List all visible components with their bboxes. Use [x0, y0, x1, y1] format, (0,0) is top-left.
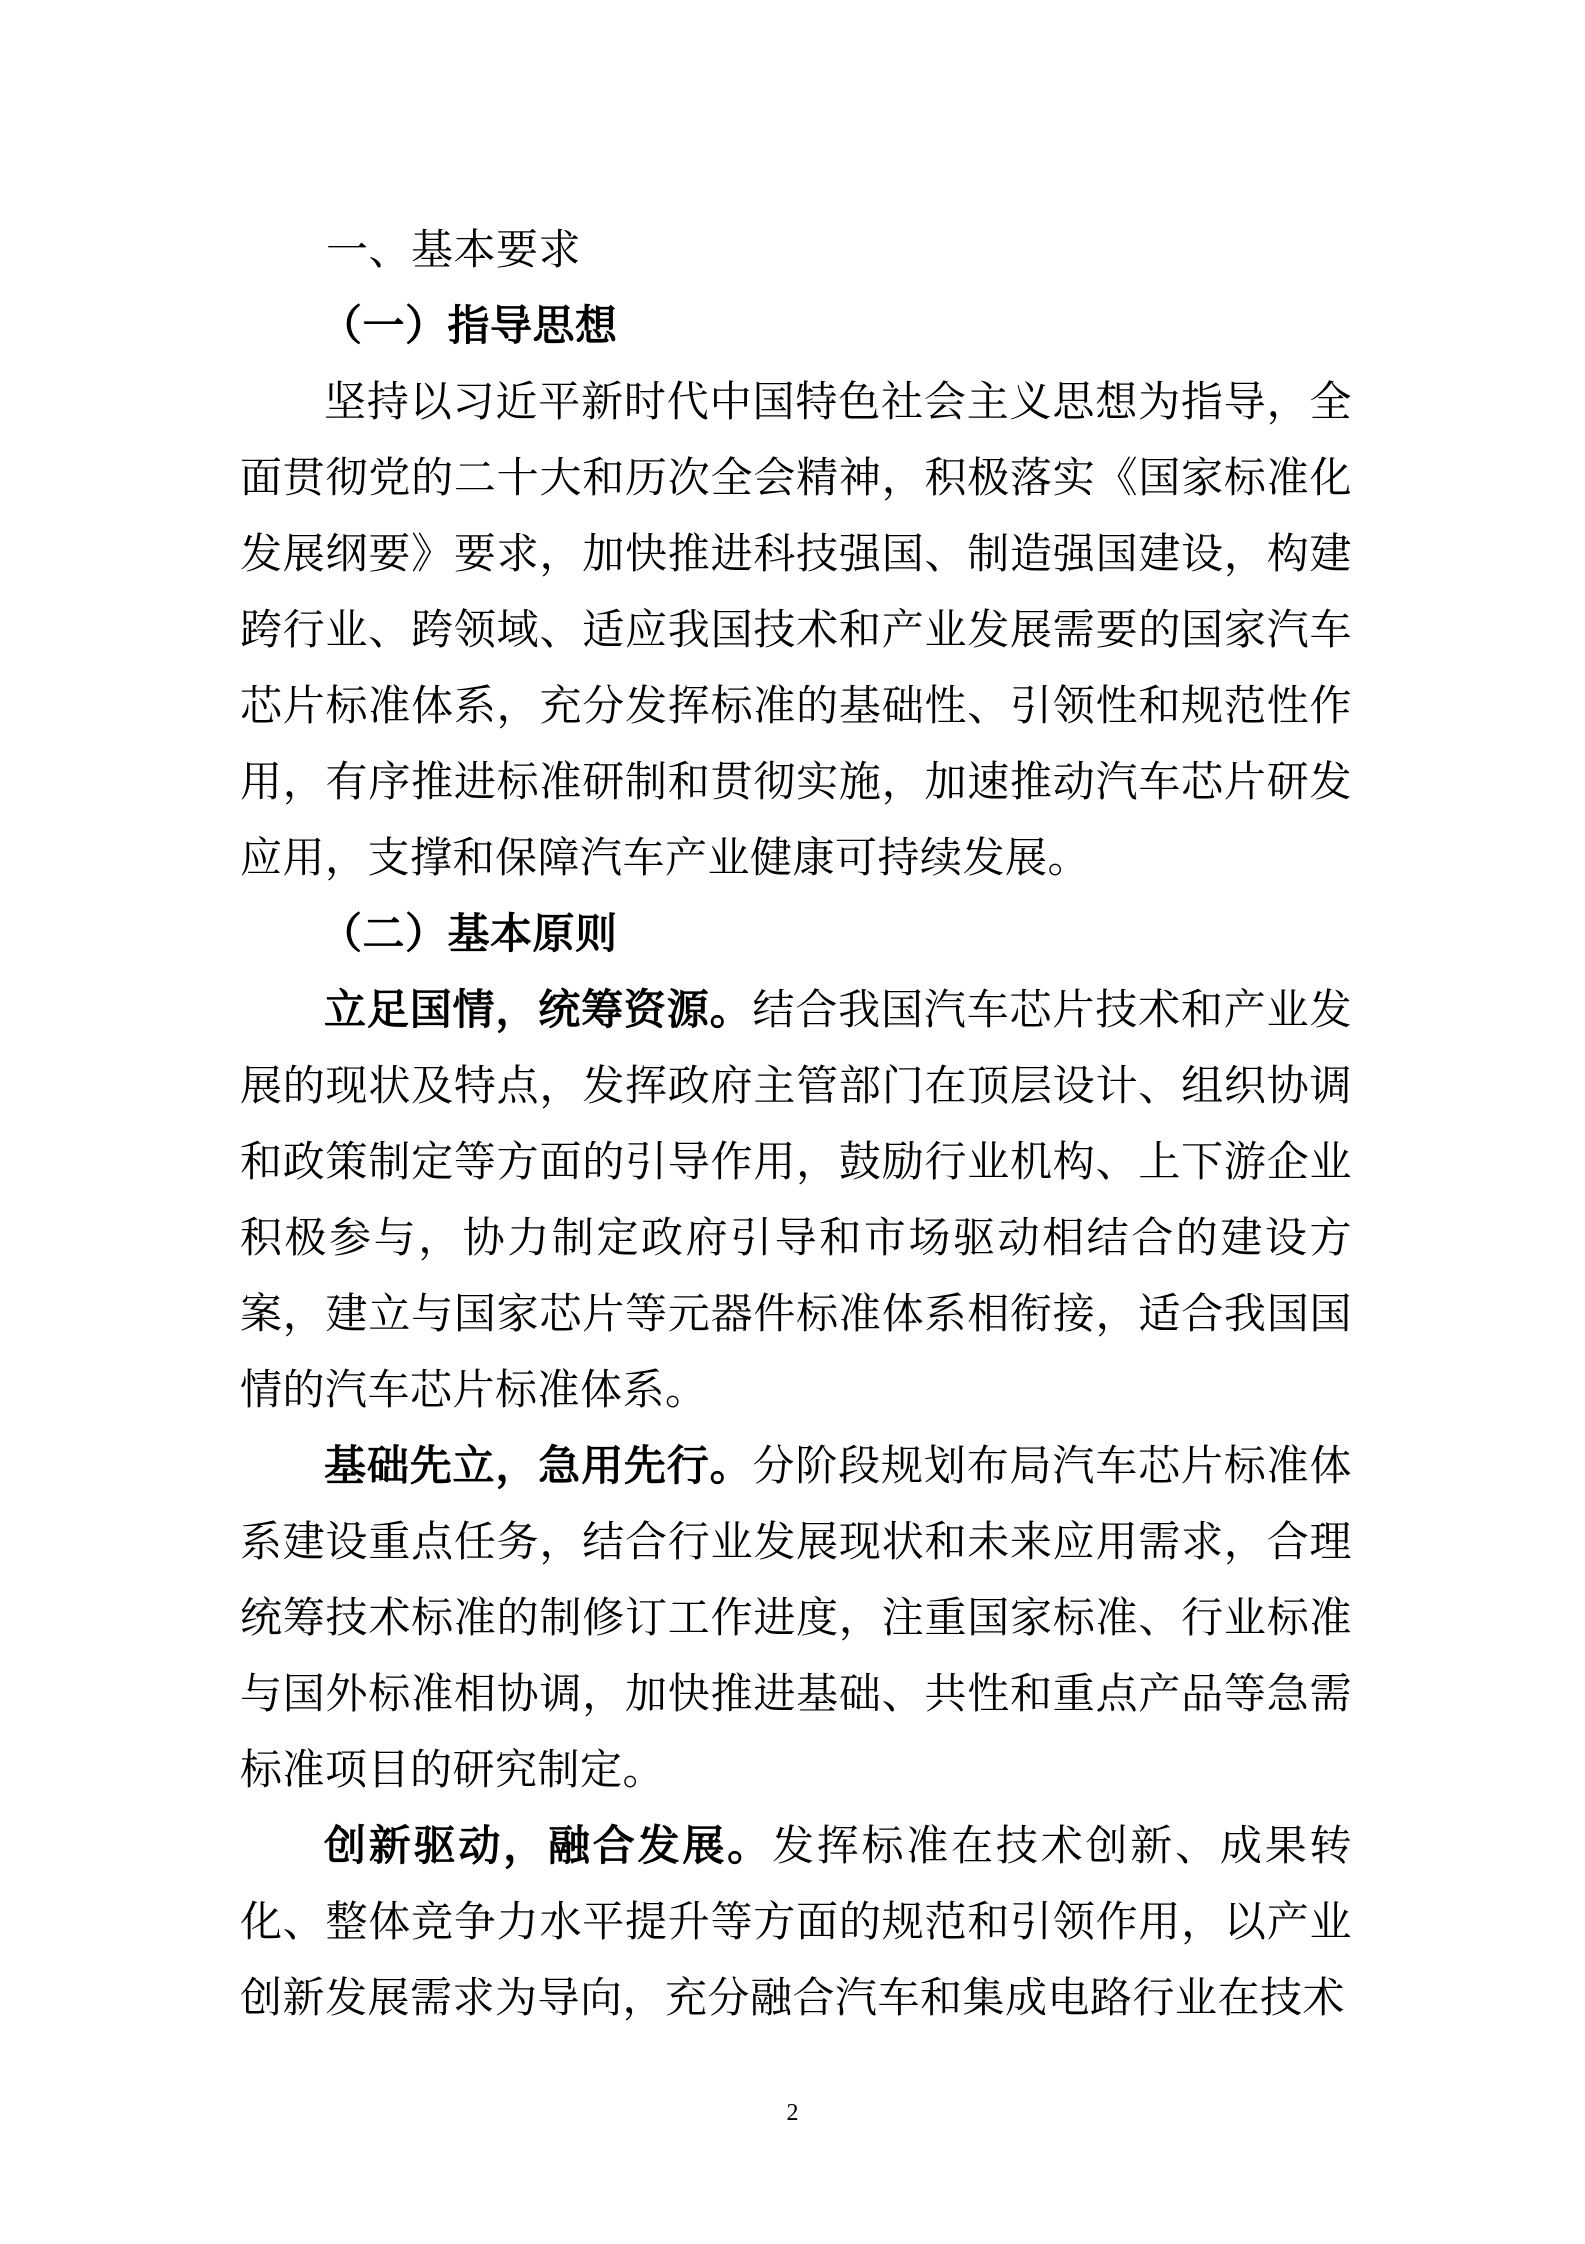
- principle-text-1: 结合我国汽车芯片技术和产业发展的现状及特点，发挥政府主管部门在顶层设计、组织协调和政策制定等方面的引导作用，鼓励行业机构、上下游企业积极参与，协力制定政府引导和市场驱动相结合的建设方案，建立与国家芯片等元器件标准体系相衔接，适合我国国情的汽车芯片标准体系。: [240, 985, 1352, 1414]
- principle-paragraph-1: [240, 972, 1352, 1428]
- section-title: 一、基本要求: [326, 225, 582, 274]
- principle-paragraph-3: [240, 1808, 1352, 2036]
- guiding-thought-paragraph: 坚持以习近平新时代中国特色社会主义思想为指导，全面贯彻党的二十大和历次全会精神，积极落实《国家标准化发展纲要》要求，加快推进科技强国、制造强国建设，构建跨行业、跨领域、适应我国技术和产业发展需要的国家汽车芯片标准体系，充分发挥标准的基础性、引领性和规范性作用，有序推进标准研制和贯彻实施，加速推动汽车芯片研发应用，支撑和保障汽车产业健康可持续发展。: [240, 377, 1352, 882]
- principle-text-2: 分阶段规划布局汽车芯片标准体系建设重点任务，结合行业发展现状和未来应用需求，合理统筹技术标准的制修订工作进度，注重国家标准、行业标准与国外标准相协调，加快推进基础、共性和重点产品等急需标准项目的研究制定。: [240, 1441, 1352, 1794]
- principle-lead-1: 立足国情，统筹资源。: [324, 985, 753, 1034]
- basic-principles-heading: （二）基本原则: [320, 909, 618, 958]
- principle-lead-2: 基础先立，急用先行。: [324, 1441, 753, 1490]
- principle-text-3: 发挥标准在技术创新、成果转化、整体竞争力水平提升等方面的规范和引领作用，以产业创新发展需求为导向，充分融合汽车和集成电路行业在技术: [240, 1821, 1352, 2022]
- principle-lead-3: 创新驱动，融合发展。: [324, 1821, 772, 1870]
- page-content: [240, 212, 1352, 2036]
- page-number: 2: [786, 2100, 799, 2126]
- principle-paragraph-2: [240, 1428, 1352, 1808]
- guiding-thought-heading: （一）指导思想: [320, 301, 618, 350]
